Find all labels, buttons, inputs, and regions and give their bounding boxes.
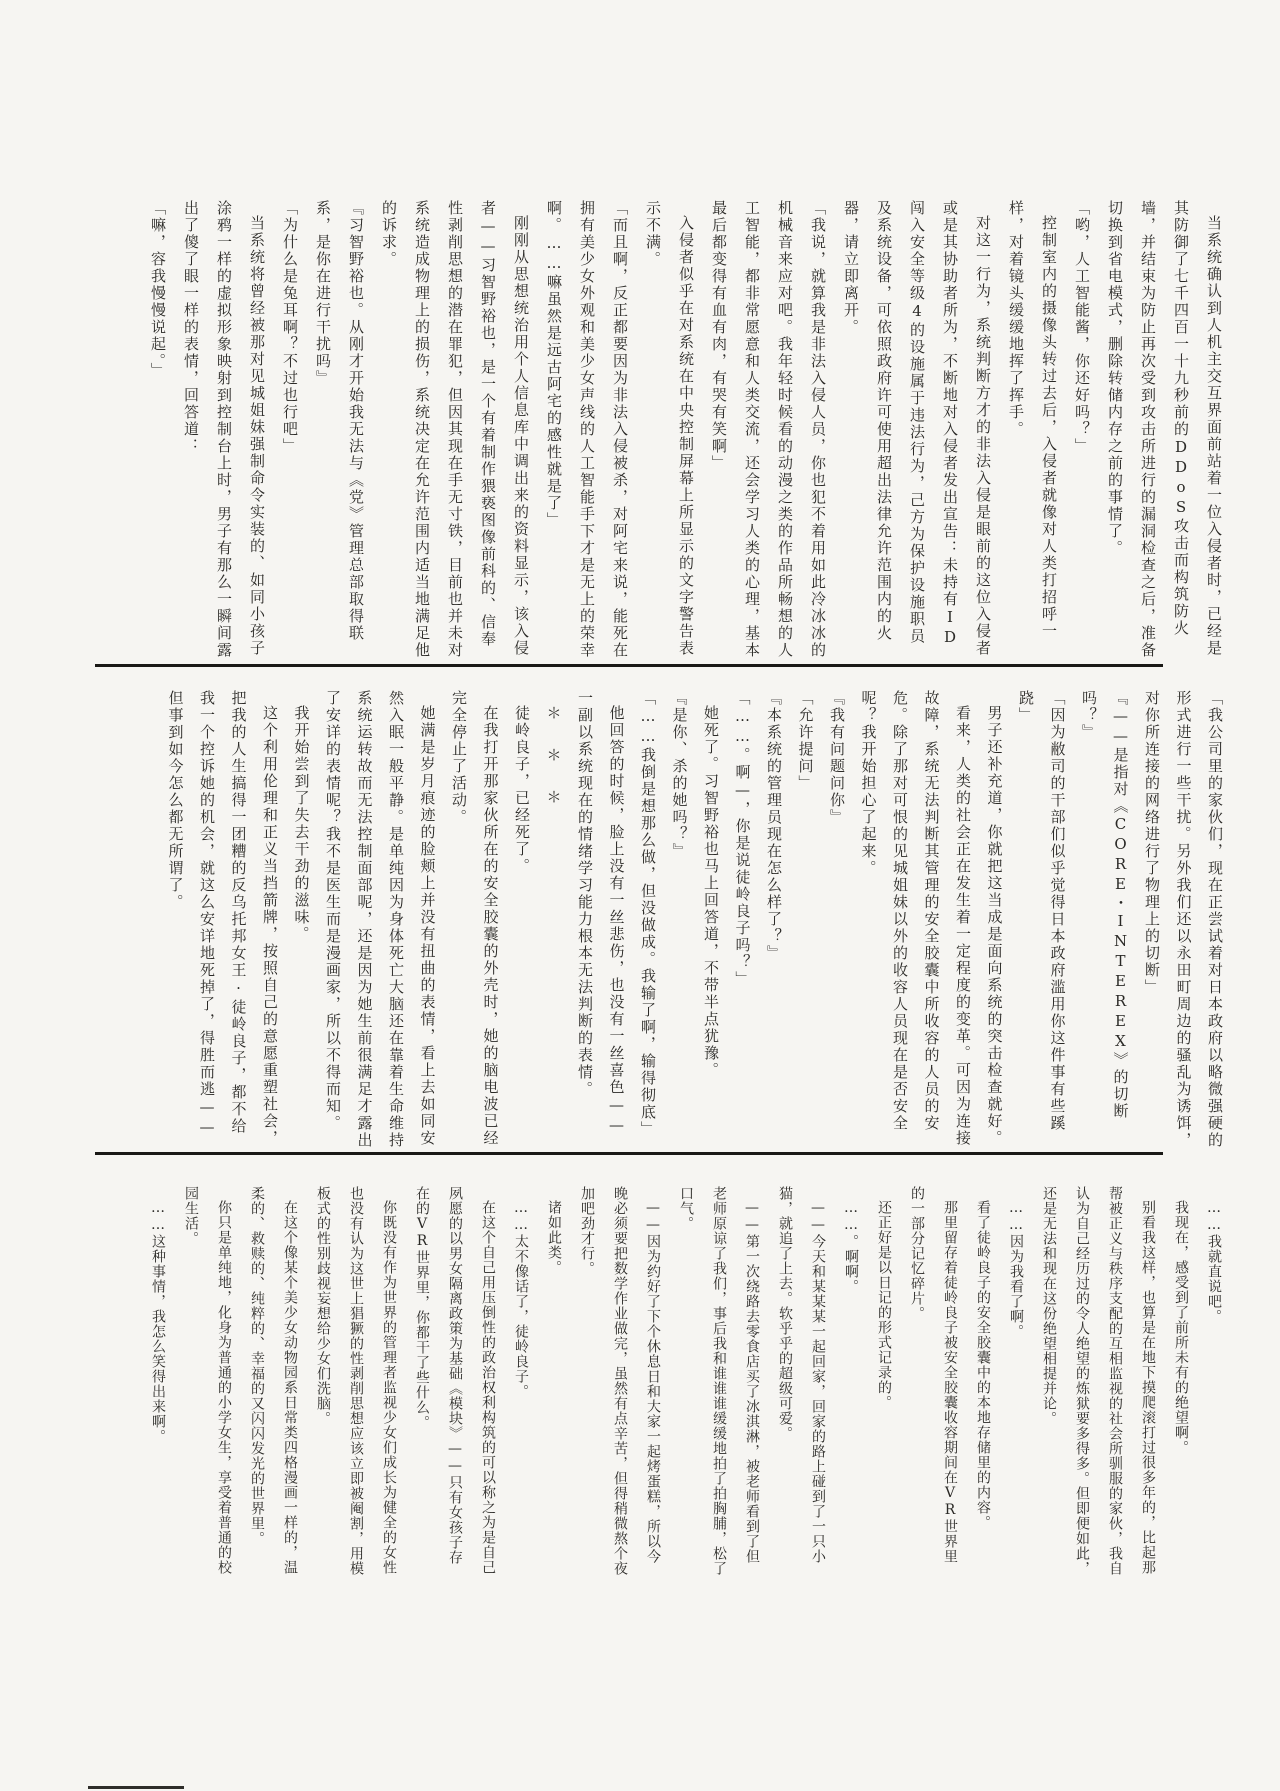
paragraph: ……这种事情，我怎么笑得出来啊。	[150, 1200, 166, 1444]
paragraph: 她满是岁月痕迹的脸颊上并没有扭曲的表情，看上去如同安然入眠一般平静。是单纯因为身体死亡大脑还在靠着生命维持系统运转故而无法控制面部呢，还是因为她生前很满足才露出了安详的表情呢？我不是医生而是漫画家，所以不得而知。	[324, 690, 437, 1149]
paragraph: 还正好是以日记的形式记录的。	[876, 1200, 892, 1410]
paragraph: 「哟，人工智能酱，你还好吗？」	[1073, 200, 1091, 455]
paragraph: ——因为约好了下个休息日和大家一起烤蛋糕，所以今晚必须要把数学作业做完，虽然有点辛苦，但得稍微熬个夜加吧劲才行。	[579, 1186, 661, 1576]
paragraph: ……我就直说吧。	[1206, 1200, 1222, 1324]
text-section-middle	[50, 690, 1230, 1150]
paragraph: ……因为我看了啊。	[1008, 1200, 1024, 1339]
paragraph: 你既没有作为世界的管理者监视少女们成长为健全的女性也没有认为这世上猖獗的性剥削思想应该立即被阉割，用模板式的性别歧视妄想给少女们洗脑。	[315, 1186, 397, 1576]
paragraph: 徒岭良子，已经死了。	[513, 705, 531, 875]
paragraph: 在我打开那家伙所在的安全胶囊的外壳时，她的脑电波已经完全停止了活动。	[450, 690, 500, 1147]
paragraph: 看了徒岭良子的安全胶囊中的本地存储里的内容。	[975, 1200, 991, 1530]
paragraph: 诸如此类。	[546, 1200, 562, 1275]
paragraph: 在这个像某个美少女动物园系日常类四格漫画一样的，温柔的、救赎的、纯粹的、幸福的又闪闪发光的世界里。	[249, 1186, 298, 1575]
paragraph: ——今天和某某某一起回家，回家的路上碰到了一只小猫，就追了上去。软乎乎的超级可爱。	[777, 1186, 826, 1564]
paragraph: 「我说，就算我是非法入侵人员，你也犯不着用如此冷冰冰的机械音来应对吧。我年轻时候看的动漫之类的作品所畅想的人工智能，都非常愿意和人类交流，还会学习人类的心理，基本最后都变得有血有肉，有哭有笑啊」	[710, 200, 827, 659]
paragraph: 看来，人类的社会正在发生着一定程度的变革。可因为连接故障，系统无法判断其管理的安全胶囊中所收容的人员的安危。除了那对可恨的见城姐妹以外的收容人员现在是否安全呢？我开始担心了起来。	[859, 690, 972, 1147]
section-divider-rule-2	[95, 1152, 1163, 1155]
paragraph: 当系统将曾经被那对见城姐妹强制命令实装的、如同小孩子涂鸦一样的虚拟形象映射到控制台上时，男子有那么一瞬间露出了傻了眼一样的表情，回答道：	[182, 200, 266, 659]
text-section-top	[50, 200, 1230, 660]
paragraph: 你只是单纯地，化身为普通的小学女生，享受着普通的校园生活。	[183, 1186, 232, 1575]
paragraph: 『是你、杀的她吗？』	[670, 690, 689, 860]
paragraph: 这个利用伦理和正义当挡箭牌，按照自己的意愿重塑社会，把我的人生搞得一团糟的反乌托邦女王·徒岭良子，都不给我一个控诉她的机会，就这么安详地死掉了，得胜而逃——但事到如今怎么都无所谓了。	[166, 690, 279, 1147]
paragraph: 她死了。习智野裕也马上回答道，不带半点犹豫。	[702, 705, 720, 1079]
paragraph: ……。啊啊。	[843, 1200, 859, 1294]
paragraph: 当系统确认到人机主交互界面前站着一位入侵者时，已经是其防御了七千四百一十九秒前的DDoS攻击而构筑防火墙，并结束为防止再次受到攻击所进行的漏洞检查之后，准备切换到省电模式，删除转储内存之前的事情了。	[1106, 200, 1223, 659]
scene-break-asterisks: ＊ ＊ ＊	[544, 705, 563, 810]
paragraph: 「允许提问」	[796, 690, 815, 792]
paragraph: 『——是指对《CORE・INTEREX》的切断吗？』	[1080, 690, 1130, 1120]
section-divider-rule-1	[95, 664, 1163, 667]
paragraph: 「而且啊，反正都要因为非法入侵被杀，对阿宅来说，能死在拥有美少女外观和美少女声线的人工智能手下才是无上的荣幸啊。……嘛虽然是远古阿宅的感性就是了」	[545, 200, 629, 659]
paragraph: 「嘛，容我慢慢说起。」	[149, 200, 167, 380]
text-section-bottom	[50, 1186, 1230, 1576]
paragraph: 「因为敝司的干部们似乎觉得日本政府滥用你这件事有些蹊跷」	[1017, 690, 1067, 1132]
paragraph: 我现在，感受到了前所未有的绝望啊。	[1173, 1200, 1189, 1455]
paragraph: 「为什么是兔耳啊？不过也行吧」	[281, 200, 299, 455]
paragraph: 他回答的时候，脸上没有一丝悲伤，也没有一丝喜色——一副以系统现在的情绪学习能力根本无法判断的表情。	[576, 690, 626, 1136]
paragraph: 『本系统的管理员现在怎么样了？』	[765, 690, 783, 962]
paragraph: 在这个自己用压倒性的政治权利构筑的可以称之为是自己夙愿的以男女隔离政策为基础《模块》——只有女孩子存在的VR世界里，你都干了些什么。	[414, 1186, 496, 1575]
paragraph: 「……我倒是想那么做，但没做成。我输了啊，输得彻底」	[639, 690, 657, 1138]
paragraph: 「……。啊—，你是说徒岭良子吗？」	[733, 690, 752, 988]
paragraph: 那里留存着徒岭良子被安全胶囊收容期间在VR世界里的一部分记忆碎片。	[909, 1186, 958, 1564]
paragraph: 「我公司里的家伙们，现在正尝试着对日本政府以略微强硬的形式进行一些干扰。另外我们还以永田町周边的骚乱为诱饵，对你所连接的网络进行了物理上的切断」	[1143, 690, 1224, 1149]
paragraph: 『我有问题问你』	[828, 690, 846, 826]
paragraph: 别看我这样，也算是在地下摸爬滚打过很多年的，比起那帮被正义与秩序支配的互相监视的社会所驯服的家伙，我自认为自己经历过的令人绝望的炼狱要多得多。但即便如此，还是无法和现在这份绝望相提并论。	[1041, 1186, 1156, 1576]
paragraph: 入侵者似乎在对系统在中央控制屏幕上所显示的文字警告表示不满。	[644, 200, 695, 657]
paragraph: 控制室内的摄像头转过去后，入侵者就像对人类打招呼一样，对着镜头缓缓地挥了挥手。	[1007, 200, 1058, 640]
paragraph: ……太不像话了，徒岭良子。	[513, 1200, 529, 1399]
paragraph: 『习智野裕也。从刚才开始我无法与《党》管理总部取得联系，是你在进行干扰吗』	[314, 200, 365, 642]
paragraph: 对这一行为，系统判断方才的非法入侵是眼前的这位入侵者或是其协助者所为，不断地对入侵者发出宣告：未持有ID闯入安全等级4的设施属于违法行为，己方为保护设施职员及系统设备，可依照政府许可使用超出法律允许范围内的火器，请立即离开。	[842, 200, 992, 657]
paragraph: 男子还补充道，你就把这当成是面向系统的突击检查就好。	[985, 705, 1004, 1147]
paragraph: 我开始尝到了失去干劲的滋味。	[292, 705, 311, 943]
paragraph: ——第一次绕路去零食店买了冰淇淋，被老师看到了但老师原谅了我们，事后我和谁谁谁缓缓地拍了拍胸脯，松了口气。	[678, 1186, 760, 1576]
paragraph: 刚刚从思想统治用个人信息库中调出来的资料显示，该入侵者——习智野裕也，是一个有着制作猥亵图像前科的、信奉性剥削思想的潜在罪犯，但因其现在手无寸铁，目前也并未对系统造成物理上的损伤，系统决定在允许范围内适当地满足他的诉求。	[380, 200, 530, 659]
page-edge-scan-artifact	[88, 1786, 184, 1789]
